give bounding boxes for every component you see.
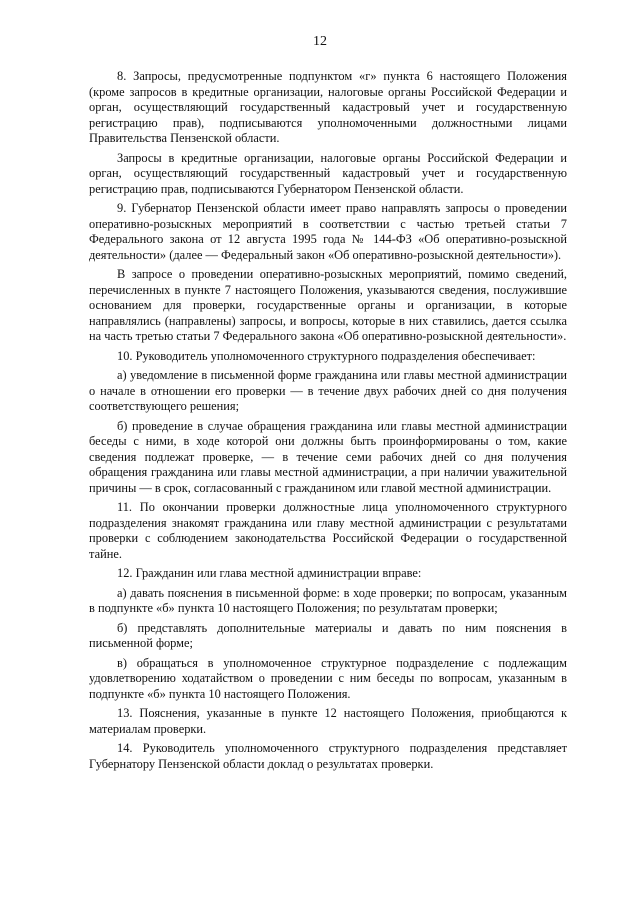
paragraph-9-continued: В запросе о проведении оперативно-розыскных мероприятий, помимо сведений, перечисленных в пункте 7 настоящего Положения, указываются сведения, послужившие основанием для проверки, государственные органы и организации, в которые направлялись (направлены) запросы, и вопросы, которые в них ставились, дается ссылка на часть третью статьи 7 Федерального закона «Об оперативно-розыскной деятельности». [89,267,567,343]
paragraph-10-b: б) проведение в случае обращения гражданина или главы местной администрации беседы с ними, в ходе которой они должны быть проинформированы о том, какие сведения подлежат проверке, — в течение семи рабочих дней со дня получения обращения гражданина или главы местной администрации, а при наличии уважительной причины — в срок, согласованный с гражданином или главой местной администрации. [89,418,567,495]
paragraph-12-a: а) давать пояснения в письменной форме: в ходе проверки; по вопросам, указанным в подпункте «б» пункта 10 настоящего Положения; по результатам проверки; [89,585,567,615]
paragraph-8-continued: Запросы в кредитные организации, налоговые органы Российской Федерации и орган, осуществляющий государственный кадастровый учет и государственную регистрацию прав, подписываются Губернатором Пензенской области. [89,150,567,196]
paragraph-10-a: а) уведомление в письменной форме гражданина или главы местной администрации о начале в отношении его проверки — в течение двух рабочих дней со дня получения соответствующего решения; [89,368,567,413]
paragraph-13: 13. Пояснения, указанные в пункте 12 настоящего Положения, приобщаются к материалам проверки. [89,706,567,736]
page-number: 12 [313,34,327,49]
paragraph-10: 10. Руководитель уполномоченного структурного подразделения обеспечивает: [117,348,536,363]
paragraph-8: 8. Запросы, предусмотренные подпунктом «г» пункта 6 настоящего Положения (кроме запросов в кредитные организации, налоговые органы Российской Федерации и орган, осуществляющий государственный кадастровый учет и государственную регистрацию прав), подписываются уполномоченными должностными лицами Правительства Пензенской области. [89,69,567,145]
paragraph-12: 12. Гражданин или глава местной администрации вправе: [117,566,422,580]
paragraph-12-c: в) обращаться в уполномоченное структурное подразделение с подлежащим удовлетворению ходатайством о проведении с ним беседы по вопросам, указанным в подпункте «б» пункта 10 настоящего Положения. [89,655,567,701]
document-body [89,69,567,776]
paragraph-9: 9. Губернатор Пензенской области имеет право направлять запросы о проведении оперативно-розыскных мероприятий в соответствии с частью третьей статьи 7 Федерального закона от 12 августа 1995 года № 144-ФЗ «Об оперативно-розыскной деятельности» (далее — Федеральный закон «Об оперативно-розыскной деятельности»). [89,201,567,262]
paragraph-14: 14. Руководитель уполномоченного структурного подразделения представляет Губернатору Пензенской области доклад о результатах проверки. [89,741,567,771]
paragraph-12-b: б) представлять дополнительные материалы и давать по ним пояснения в письменной форме; [89,620,567,650]
paragraph-11: 11. По окончании проверки должностные лица уполномоченного структурного подразделения знакомят гражданина или главу местной администрации с результатами проверки с соблюдением законодательства Российской Федерации о государственной тайне. [89,500,567,561]
